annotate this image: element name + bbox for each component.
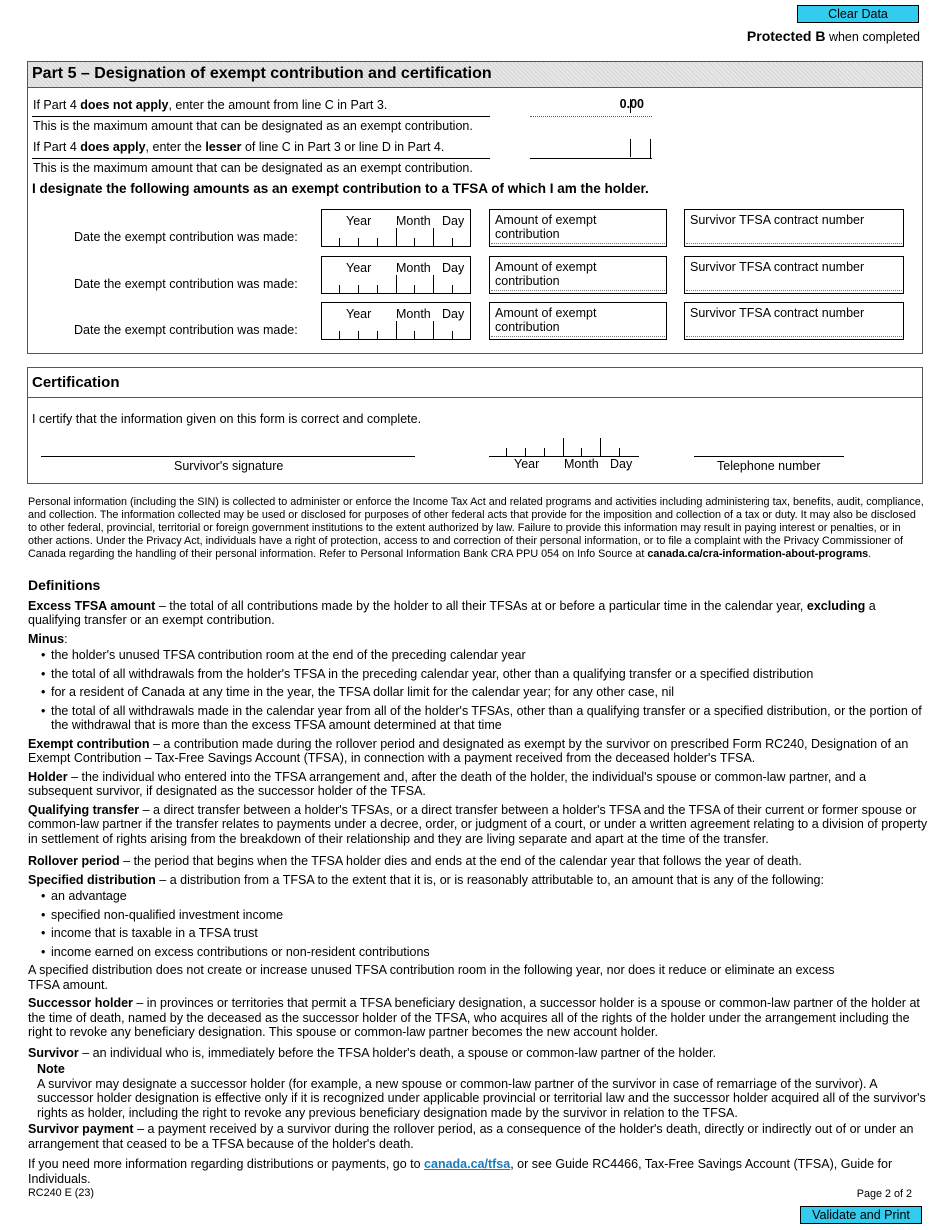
- definitions-section: [28, 578, 928, 1190]
- more-info: If you need more information regarding distributions or payments, go to canada.ca/tfsa, or see Guide RC4466, Tax-Free Savings Account (TFSA), Guide for Individuals.: [28, 1157, 893, 1186]
- def-qualifying-transfer: Qualifying transfer – a direct transfer between a holder's TFSAs, or a direct transfer between a holder's TFSA and the TFSA of their current or former spouse or common-law partner if the transfer relates to payments under a decree, order, or judgment of a court, or under a written agreement relating to a division of property in settlement of rights arising from the breakdown of their relationship and they are living separate and apart at the time of the transfer.: [28, 802, 928, 846]
- def-exempt-contribution: Exempt contribution – a contribution made during the rollover period and designated as exempt by the survivor on prescribed Form RC240, Designation of an Exempt Contribution – Tax-Free Savings Account (TFSA), in connection with a payment received from the deceased holder's TFSA.: [28, 736, 909, 765]
- def-survivor-payment: Survivor payment – a payment received by a survivor during the rollover period, as a consequence of the holder's death, directly or indirectly out of or under an arrangement that ceased to be a TFSA because of the holder's death.: [28, 1122, 914, 1151]
- amount-field-3[interactable]: Amount of exempt contribution: [489, 302, 667, 340]
- part5-line2-note: This is the maximum amount that can be designated as an exempt contribution.: [33, 161, 473, 175]
- minus-label: Minus:: [28, 631, 68, 646]
- amount-not-apply-field[interactable]: [530, 95, 652, 117]
- amount-field-2[interactable]: Amount of exempt contribution: [489, 256, 667, 294]
- date-label: Date the exempt contribution was made:: [74, 277, 298, 291]
- amount-does-apply-field[interactable]: [530, 137, 652, 159]
- specified-list: [41, 889, 928, 959]
- specified-after-text: A specified distribution does not create or increase unused TFSA contribution room in the following year, nor does it reduce or eliminate an excess TFSA amount.: [28, 963, 835, 992]
- def-rollover-period: Rollover period – the period that begins when the TFSA holder dies and ends at the end of the calendar year that follows the year of death.: [28, 854, 802, 868]
- amount-field-1[interactable]: Amount of exempt contribution: [489, 209, 667, 247]
- def-survivor: Survivor – an individual who is, immediately before the TFSA holder's death, a spouse or common-law partner of the holder.: [28, 1045, 716, 1060]
- list-item: • the holder's unused TFSA contribution room at the end of the preceding calendar year: [41, 648, 928, 663]
- def-holder: Holder – the individual who entered into the TFSA arrangement and, after the death of the holder, the individual's spouse or common-law partner, and a subsequent survivor, if designated as the successor holder of the TFSA.: [28, 769, 867, 798]
- protected-b-notice: Protected B when completed: [746, 28, 920, 44]
- date-field-2[interactable]: Year Month Day: [321, 256, 471, 294]
- form-id: RC240 E (23): [28, 1187, 95, 1199]
- privacy-link[interactable]: canada.ca/cra-information-about-programs: [647, 548, 869, 560]
- note-text: A survivor may designate a successor holder (for example, a new spouse or common-law partner of the survivor in case of remarriage of the survivor). A successor holder designation is effective only if it is recognized under applicable provincial or territorial law and the successor holder acquired all of the survivor's rights as holder, including the right to revoke any previous beneficiary designation made by the survivor in relation to the TFSA.: [37, 1076, 926, 1120]
- certification-statement: I certify that the information given on this form is correct and complete.: [32, 412, 422, 426]
- date-field-3[interactable]: Year Month Day: [321, 302, 471, 340]
- def-excess-tfsa: Excess TFSA amount – the total of all contributions made by the holder to all their TFSAs at or before a particular time in the calendar year, excluding a qualifying transfer or an exempt contribution.: [28, 598, 876, 627]
- tfsa-link[interactable]: canada.ca/tfsa: [424, 1157, 511, 1171]
- privacy-notice: Personal information (including the SIN) is collected to administer or enforce the Income Tax Act and related programs and activities including administering tax, benefits, audit, compliance, and collection. The information collected may be used or disclosed for purposes of other federal acts that provide for the imposition and collection of a tax or duty. It may also be disclosed to other federal, provincial, territorial or foreign government institutions to the extent authorized by law. Failure to provide this information may result in paying interest or penalties, or in other actions. Under the Privacy Act, individuals have a right of protection, access to and correction of their personal information, or to file a complaint with the Privacy Commissioner of Canada regarding the handling of their personal information. Refer to Personal Information Bank CRA PPU 054 on Info Source at canada.ca/cra-information-about-programs.: [28, 496, 924, 560]
- part5-line2-text: If Part 4 does apply, enter the lesser of line C in Part 3 or line D in Part 4.: [33, 140, 445, 154]
- date-label: Date the exempt contribution was made:: [74, 323, 298, 337]
- decimal-divider: [630, 139, 631, 157]
- list-item: • specified non-qualified investment income: [41, 908, 928, 923]
- amount-not-apply-value: 0.00: [619, 97, 644, 111]
- list-item: • income that is taxable in a TFSA trust: [41, 926, 928, 941]
- part5-line1-note: This is the maximum amount that can be designated as an exempt contribution.: [33, 119, 473, 133]
- part5-line1-rule: [32, 116, 490, 117]
- telephone-label: Telephone number: [717, 459, 821, 473]
- list-item: • for a resident of Canada at any time in the year, the TFSA dollar limit for the calendar year; for any other case, nil: [41, 685, 928, 700]
- clear-data-button[interactable]: Clear Data: [797, 5, 919, 23]
- signature-label: Survivor's signature: [174, 459, 284, 473]
- part5-line2-rule: [32, 158, 490, 159]
- note-title: Note: [37, 1062, 65, 1076]
- signature-field[interactable]: [41, 456, 415, 457]
- definitions-heading: Definitions: [28, 577, 101, 593]
- list-item: • income earned on excess contributions or non-resident contributions: [41, 945, 928, 960]
- validate-print-button[interactable]: Validate and Print: [800, 1206, 922, 1224]
- contract-number-field-1[interactable]: Survivor TFSA contract number: [684, 209, 904, 247]
- part5-line1-text: If Part 4 does not apply, enter the amount from line C in Part 3.: [33, 98, 388, 112]
- part5-section: [27, 61, 923, 354]
- list-item: • an advantage: [41, 889, 928, 904]
- cert-year-label: Year: [514, 457, 540, 471]
- date-field-1[interactable]: Year Month Day: [321, 209, 471, 247]
- date-label: Date the exempt contribution was made:: [74, 230, 298, 244]
- certification-title: Certification: [28, 368, 922, 398]
- part5-title: Part 5 – Designation of exempt contribution and certification: [28, 62, 922, 88]
- cert-day-label: Day: [610, 457, 633, 471]
- survivor-note: [37, 1062, 928, 1120]
- cert-month-label: Month: [564, 457, 599, 471]
- designate-heading: I designate the following amounts as an exempt contribution to a TFSA of which I am the holder.: [32, 181, 649, 196]
- contract-number-field-2[interactable]: Survivor TFSA contract number: [684, 256, 904, 294]
- minus-list: [41, 648, 928, 733]
- def-successor-holder: Successor holder – in provinces or territories that permit a TFSA beneficiary designation, a successor holder is a spouse or common-law partner of the holder at the time of death, named by the deceased as the successor holder of the TFSA, who acquires all of the rights of the holder under the arrangement including the right to revoke any beneficiary designation. This spouse or common-law partner becomes the new account holder.: [28, 996, 920, 1039]
- def-specified-distribution: Specified distribution – a distribution from a TFSA to the extent that it is, or is reasonably attributable to, an amount that is any of the following:: [28, 872, 824, 887]
- list-item: • the total of all withdrawals made in the calendar year from all of the holder's TFSAs, other than a qualifying transfer or a specified distribution, or the portion of the withdrawal that is more than the excess TFSA amount determined at that time: [41, 704, 928, 733]
- certification-section: [27, 367, 923, 484]
- page-number: Page 2 of 2: [856, 1188, 912, 1200]
- list-item: • the total of all withdrawals from the holder's TFSA in the preceding calendar year, other than a qualifying transfer or a specified distribution: [41, 667, 928, 682]
- contract-number-field-3[interactable]: Survivor TFSA contract number: [684, 302, 904, 340]
- telephone-field[interactable]: [694, 456, 844, 457]
